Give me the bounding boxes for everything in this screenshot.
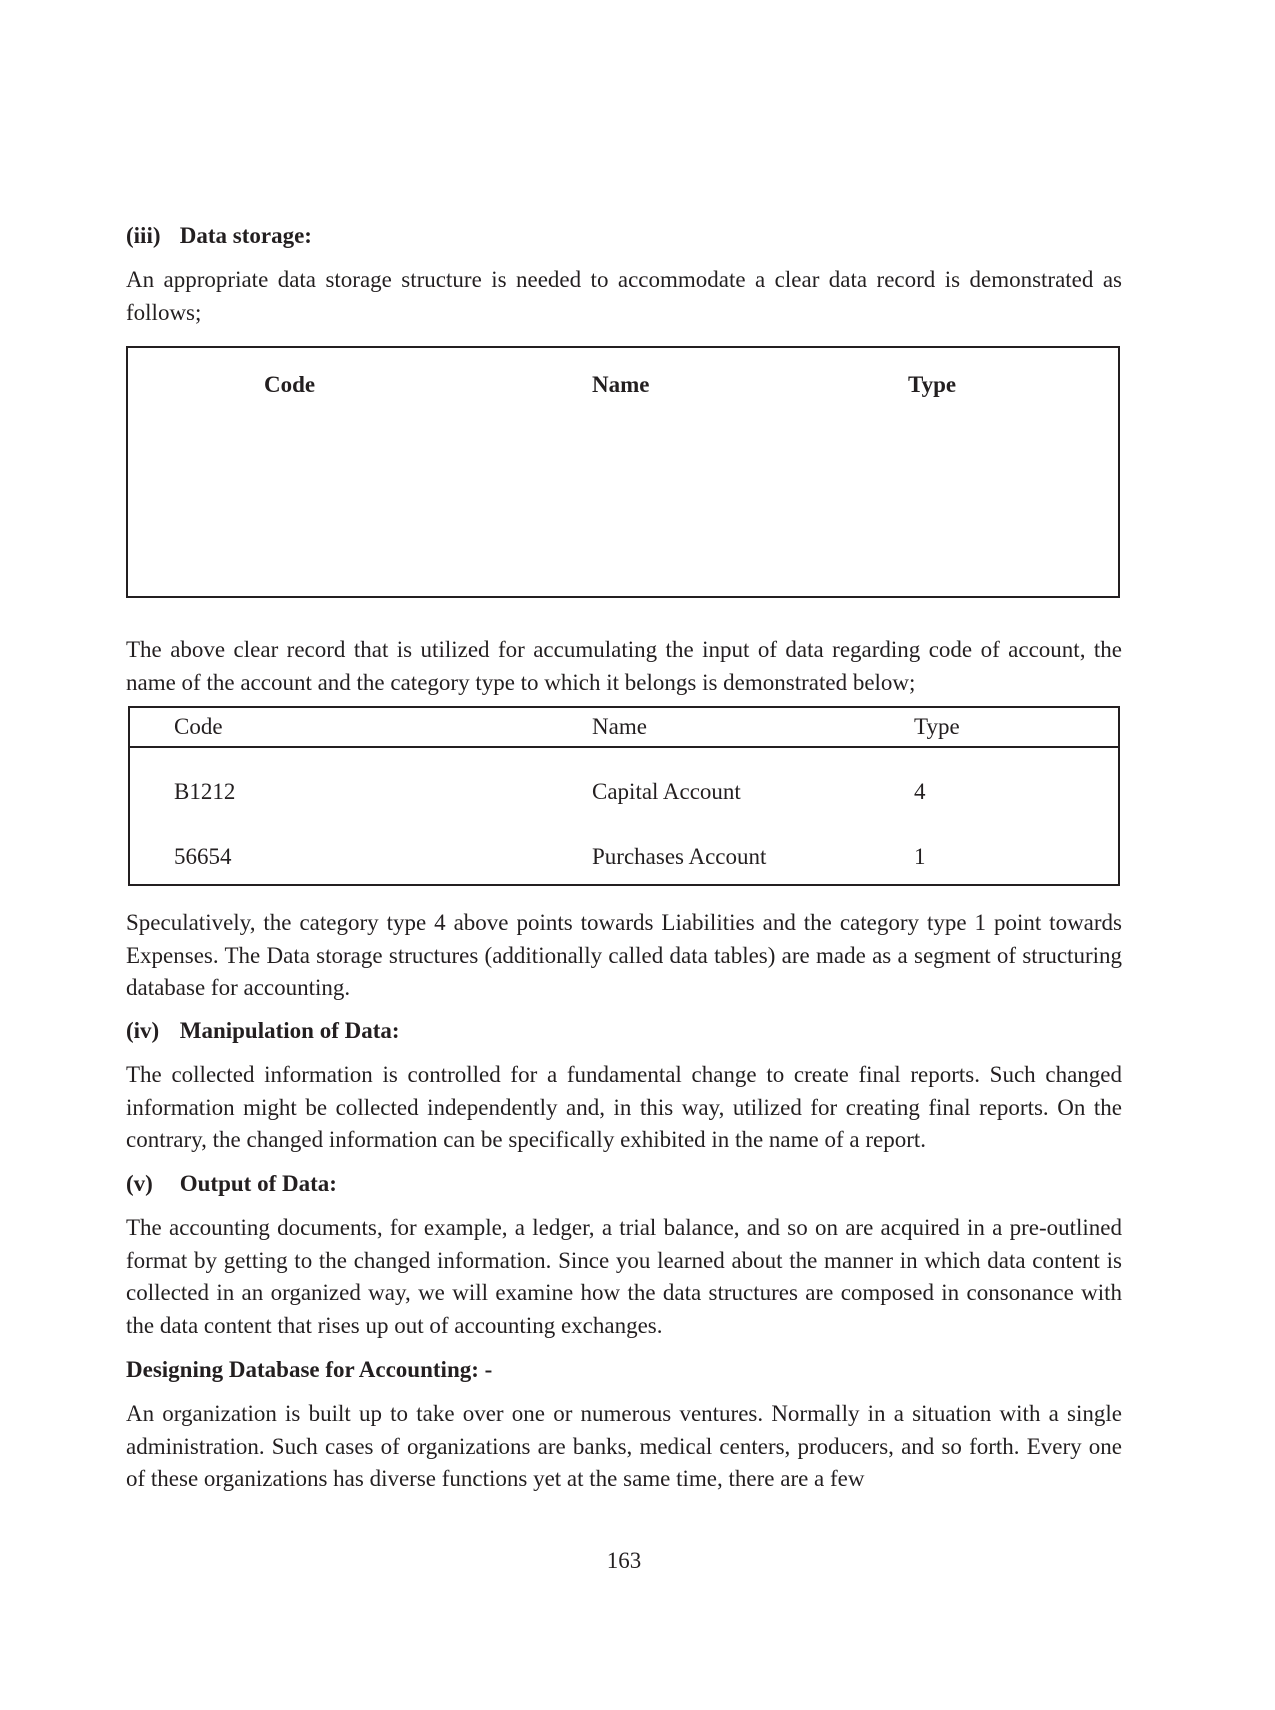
section-iv-body: The collected information is controlled for a fundamental change to create final reports. Such changed information might be collected independently and, in this way, utilized for creating final reports. On the contrary, the changed information can be specifically exhibited in the name of a report. <box>126 1062 1122 1153</box>
section-v-body: The accounting documents, for example, a ledger, a trial balance, and so on are acquired in a pre-outlined format by getting to the changed information. Since you learned about the manner in which data content is collected in an organized way, we will examine how the data structures are composed in consonance with the data content that rises up out of accounting exchanges. <box>126 1215 1122 1339</box>
filled-record-table <box>128 706 1120 886</box>
section-v-number: (v) <box>126 1171 153 1196</box>
section-v-heading <box>126 1169 337 1199</box>
para-after-filled-record: Speculatively, the category type 4 above points towards Liabilities and the category type 1 point towards Expenses. The Data storage structures (additionally called data tables) are made as a segment of structuring database for accounting. <box>126 910 1122 1001</box>
table-row-1-name: Capital Account <box>592 779 741 804</box>
empty-record-header-name: Name <box>592 372 650 397</box>
table-row-1-type: 4 <box>914 779 926 804</box>
filled-record-header-code: Code <box>174 714 223 739</box>
section-iii-heading <box>126 221 312 251</box>
empty-record-box <box>126 346 1120 598</box>
designing-heading: Designing Database for Accounting: - <box>126 1357 493 1382</box>
table-row-2-code: 56654 <box>174 844 232 869</box>
table-row-1-code: B1212 <box>174 779 236 804</box>
empty-record-header-type: Type <box>908 372 957 397</box>
table-row-2-name: Purchases Account <box>592 844 767 869</box>
section-iv-number: (iv) <box>126 1018 160 1043</box>
table-header-divider <box>130 746 1118 748</box>
section-iv-heading <box>126 1016 400 1046</box>
page-number: 163 <box>606 1548 642 1573</box>
section-iv-title: Manipulation of Data: <box>179 1018 400 1043</box>
table-row-2-type: 1 <box>914 844 926 869</box>
filled-record-header-name: Name <box>592 714 647 739</box>
section-iii-number: (iii) <box>126 223 161 248</box>
para-after-empty-record: The above clear record that is utilized for accumulating the input of data regarding code of account, the name of the account and the category type to which it belongs is demonstrated below; <box>126 637 1122 695</box>
designing-body: An organization is built up to take over one or numerous ventures. Normally in a situation with a single administration. Such cases of organizations are banks, medical centers, producers, and so forth. Every one of these organizations has diverse functions yet at the same time, there are a few <box>126 1401 1122 1492</box>
filled-record-header-type: Type <box>914 714 960 739</box>
empty-record-header-code: Code <box>264 372 316 397</box>
section-iii-intro: An appropriate data storage structure is needed to accommodate a clear data record is demonstrated as follows; <box>126 267 1122 325</box>
section-iii-title: Data storage: <box>179 223 312 248</box>
section-v-title: Output of Data: <box>179 1171 337 1196</box>
